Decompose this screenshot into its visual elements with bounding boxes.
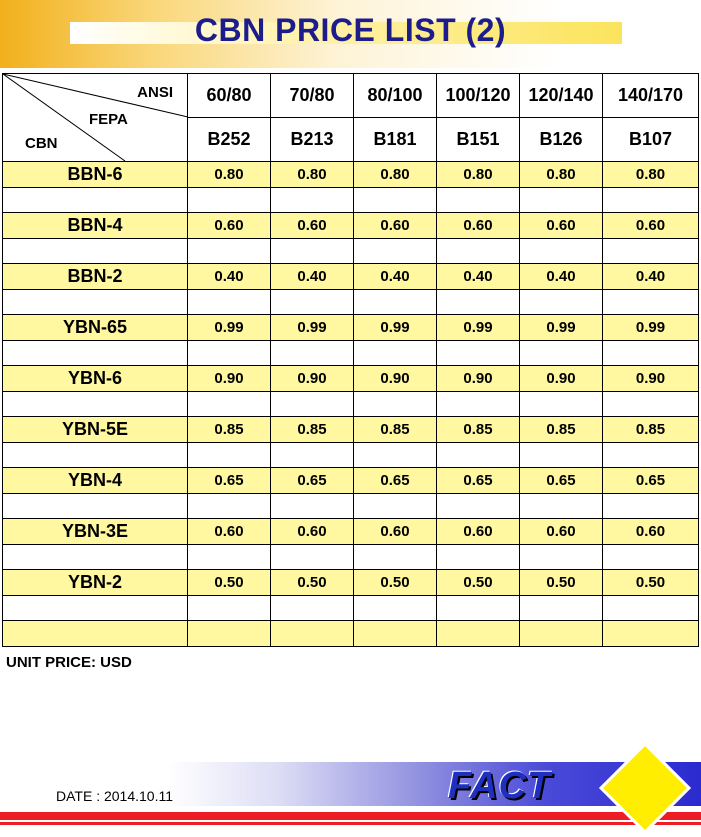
price-cell: 0.60 — [188, 519, 271, 545]
blank-row — [3, 238, 699, 264]
price-cell: 0.90 — [437, 366, 520, 392]
header-corner-cell — [3, 74, 188, 162]
price-cell: 0.50 — [437, 570, 520, 596]
ansi-header-cell: 80/100 — [354, 74, 437, 118]
blank-cell — [437, 289, 520, 315]
price-cell: 0.90 — [271, 366, 354, 392]
blank-cell — [520, 187, 603, 213]
blank-cell — [437, 493, 520, 519]
product-row — [3, 315, 699, 341]
price-cell: 0.60 — [437, 213, 520, 239]
price-cell: 0.85 — [520, 417, 603, 443]
price-cell: 0.80 — [354, 162, 437, 188]
price-cell: 0.60 — [271, 519, 354, 545]
blank-row — [3, 289, 699, 315]
ansi-header-row — [3, 74, 699, 118]
price-cell: 0.65 — [188, 468, 271, 494]
blank-cell — [603, 340, 699, 366]
blank-cell — [271, 493, 354, 519]
product-row — [3, 468, 699, 494]
blank-cell — [603, 544, 699, 570]
blank-cell — [437, 544, 520, 570]
blank-cell — [437, 238, 520, 264]
price-cell: 0.65 — [520, 468, 603, 494]
fepa-header-cell: B107 — [603, 118, 699, 162]
blank-cell — [354, 493, 437, 519]
price-cell: 0.50 — [520, 570, 603, 596]
product-row — [3, 213, 699, 239]
blank-cell — [3, 289, 188, 315]
blank-row — [3, 595, 699, 621]
price-cell: 0.80 — [603, 162, 699, 188]
price-cell: 0.99 — [354, 315, 437, 341]
blank-row — [3, 621, 699, 647]
blank-cell — [354, 187, 437, 213]
price-cell: 0.60 — [437, 519, 520, 545]
blank-row — [3, 493, 699, 519]
blank-cell — [603, 595, 699, 621]
blank-cell — [188, 442, 271, 468]
price-cell: 0.99 — [603, 315, 699, 341]
unit-price-note: UNIT PRICE: USD — [6, 654, 132, 671]
blank-cell — [603, 187, 699, 213]
ansi-header-cell: 60/80 — [188, 74, 271, 118]
price-cell: 0.99 — [188, 315, 271, 341]
page-title: CBN PRICE LIST (2) — [194, 12, 507, 48]
blank-cell — [520, 493, 603, 519]
blank-cell — [437, 595, 520, 621]
fepa-header-cell: B181 — [354, 118, 437, 162]
blank-cell — [3, 493, 188, 519]
product-row — [3, 264, 699, 290]
blank-cell — [3, 544, 188, 570]
blank-cell — [520, 442, 603, 468]
blank-cell — [520, 391, 603, 417]
corner-label-ansi: ANSI — [137, 84, 173, 101]
product-name-cell: BBN-6 — [3, 162, 188, 188]
ansi-header-cell: 70/80 — [271, 74, 354, 118]
blank-cell — [188, 187, 271, 213]
price-cell: 0.85 — [271, 417, 354, 443]
product-row — [3, 162, 699, 188]
product-name-cell: YBN-6 — [3, 366, 188, 392]
product-row — [3, 519, 699, 545]
price-cell: 0.50 — [354, 570, 437, 596]
blank-cell — [3, 340, 188, 366]
price-cell: 0.60 — [520, 213, 603, 239]
blank-cell — [520, 289, 603, 315]
price-cell: 0.65 — [603, 468, 699, 494]
price-cell: 0.40 — [437, 264, 520, 290]
price-cell: 0.99 — [271, 315, 354, 341]
price-cell: 0.60 — [520, 519, 603, 545]
price-cell: 0.50 — [271, 570, 354, 596]
price-cell: 0.85 — [354, 417, 437, 443]
blank-cell — [520, 595, 603, 621]
price-cell: 0.60 — [354, 519, 437, 545]
blank-cell — [3, 391, 188, 417]
blank-cell — [520, 340, 603, 366]
blank-cell — [437, 187, 520, 213]
blank-cell — [354, 595, 437, 621]
blank-cell — [271, 340, 354, 366]
footer-red-line — [0, 822, 701, 825]
blank-row — [3, 391, 699, 417]
fepa-header-cell: B126 — [520, 118, 603, 162]
blank-cell — [3, 187, 188, 213]
price-cell: 0.65 — [354, 468, 437, 494]
price-cell: 0.90 — [603, 366, 699, 392]
product-name-cell: BBN-4 — [3, 213, 188, 239]
blank-cell — [188, 493, 271, 519]
blank-cell — [271, 238, 354, 264]
blank-cell — [354, 442, 437, 468]
blank-cell — [520, 544, 603, 570]
price-cell: 0.50 — [188, 570, 271, 596]
product-name-cell: YBN-3E — [3, 519, 188, 545]
blank-cell — [271, 544, 354, 570]
product-row — [3, 366, 699, 392]
blank-cell — [603, 442, 699, 468]
price-cell: 0.85 — [603, 417, 699, 443]
price-cell: 0.85 — [188, 417, 271, 443]
price-cell: 0.90 — [188, 366, 271, 392]
diamond-logo-icon — [598, 741, 694, 837]
blank-row — [3, 544, 699, 570]
blank-cell — [603, 391, 699, 417]
blank-row — [3, 442, 699, 468]
blank-cell — [3, 595, 188, 621]
price-cell: 0.60 — [603, 519, 699, 545]
blank-cell — [188, 289, 271, 315]
price-cell: 0.50 — [603, 570, 699, 596]
price-cell: 0.40 — [603, 264, 699, 290]
price-cell: 0.60 — [188, 213, 271, 239]
price-cell: 0.60 — [603, 213, 699, 239]
product-name-cell: YBN-5E — [3, 417, 188, 443]
price-cell: 0.99 — [437, 315, 520, 341]
blank-cell — [271, 391, 354, 417]
blank-cell — [437, 340, 520, 366]
blank-cell — [354, 544, 437, 570]
blank-cell — [520, 621, 603, 647]
blank-cell — [271, 289, 354, 315]
price-cell: 0.60 — [354, 213, 437, 239]
blank-cell — [3, 238, 188, 264]
product-name-cell: BBN-2 — [3, 264, 188, 290]
blank-cell — [3, 621, 188, 647]
price-cell: 0.60 — [271, 213, 354, 239]
price-table — [2, 73, 699, 647]
blank-cell — [437, 621, 520, 647]
price-cell: 0.90 — [354, 366, 437, 392]
ansi-header-cell: 100/120 — [437, 74, 520, 118]
blank-row — [3, 187, 699, 213]
blank-cell — [271, 187, 354, 213]
blank-cell — [271, 621, 354, 647]
blank-cell — [188, 340, 271, 366]
price-cell: 0.80 — [271, 162, 354, 188]
price-cell: 0.80 — [437, 162, 520, 188]
ansi-header-cell: 120/140 — [520, 74, 603, 118]
blank-cell — [188, 544, 271, 570]
date-label: DATE : 2014.10.11 — [56, 788, 173, 804]
blank-cell — [271, 442, 354, 468]
product-name-cell: YBN-65 — [3, 315, 188, 341]
blank-cell — [188, 595, 271, 621]
blank-cell — [437, 391, 520, 417]
blank-row — [3, 340, 699, 366]
blank-cell — [520, 238, 603, 264]
blank-cell — [3, 442, 188, 468]
blank-cell — [603, 493, 699, 519]
blank-cell — [354, 621, 437, 647]
price-cell: 0.90 — [520, 366, 603, 392]
price-cell: 0.85 — [437, 417, 520, 443]
price-cell: 0.40 — [188, 264, 271, 290]
price-cell: 0.80 — [520, 162, 603, 188]
product-name-cell: YBN-4 — [3, 468, 188, 494]
blank-cell — [354, 238, 437, 264]
blank-cell — [188, 621, 271, 647]
product-row — [3, 417, 699, 443]
fepa-header-cell: B213 — [271, 118, 354, 162]
fepa-header-cell: B252 — [188, 118, 271, 162]
blank-cell — [603, 238, 699, 264]
blank-cell — [603, 289, 699, 315]
price-cell: 0.99 — [520, 315, 603, 341]
blank-cell — [437, 442, 520, 468]
blank-cell — [188, 391, 271, 417]
price-cell: 0.40 — [520, 264, 603, 290]
product-name-cell: YBN-2 — [3, 570, 188, 596]
fact-logo: FACT — [448, 765, 552, 807]
price-cell: 0.40 — [354, 264, 437, 290]
corner-label-cbn: CBN — [25, 135, 58, 152]
price-cell: 0.80 — [188, 162, 271, 188]
price-cell: 0.65 — [437, 468, 520, 494]
product-row — [3, 570, 699, 596]
ansi-header-cell: 140/170 — [603, 74, 699, 118]
blank-cell — [603, 621, 699, 647]
blank-cell — [271, 595, 354, 621]
blank-cell — [354, 289, 437, 315]
fepa-header-cell: B151 — [437, 118, 520, 162]
blank-cell — [188, 238, 271, 264]
blank-cell — [354, 391, 437, 417]
blank-cell — [354, 340, 437, 366]
corner-label-fepa: FEPA — [89, 111, 128, 128]
price-cell: 0.40 — [271, 264, 354, 290]
footer-red-stripe — [0, 812, 701, 820]
price-cell: 0.65 — [271, 468, 354, 494]
